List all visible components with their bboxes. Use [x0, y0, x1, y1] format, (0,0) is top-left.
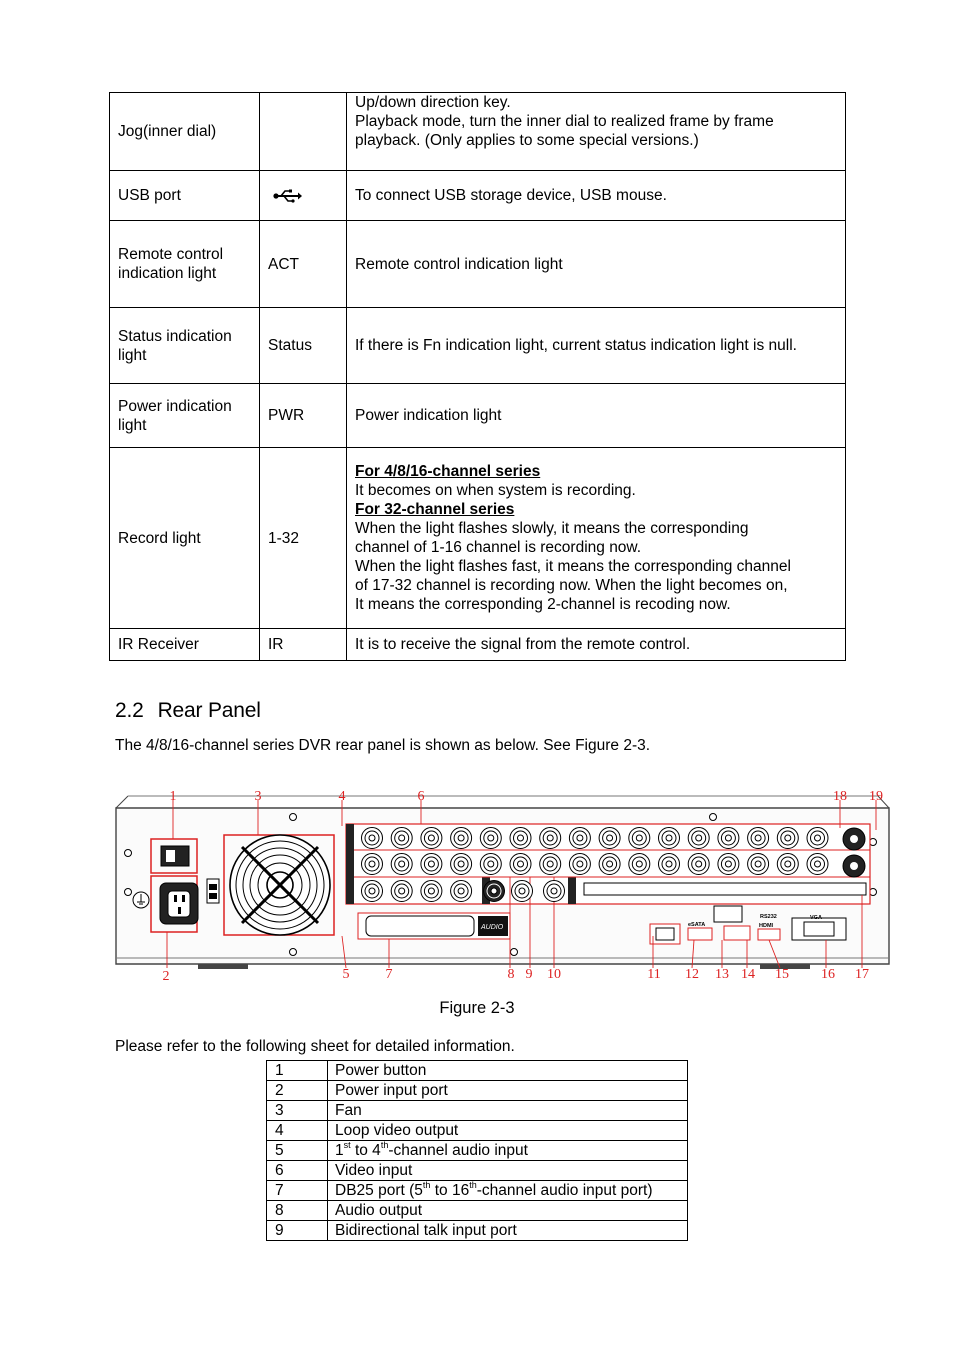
- bnc-connector: [421, 881, 442, 902]
- callout-number: 17: [855, 967, 869, 982]
- bnc-connector: [540, 854, 561, 875]
- bnc-connector: [362, 828, 383, 849]
- bnc-connector: [807, 854, 828, 875]
- callout-number: 18: [833, 789, 847, 804]
- row-mark: Status: [260, 308, 347, 384]
- table-row: [110, 629, 846, 661]
- legend-desc: Fan: [328, 1101, 688, 1121]
- bnc-connector: [391, 828, 412, 849]
- rear-panel-legend-table: [266, 1060, 688, 1241]
- row-name: Jog(inner dial): [110, 93, 260, 171]
- desc-line: channel of 1-16 channel is recording now.: [355, 539, 642, 556]
- legend-desc: Audio output: [328, 1201, 688, 1221]
- row-mark: [260, 93, 347, 171]
- bnc-connector: [718, 828, 739, 849]
- callout-number: 12: [685, 967, 699, 982]
- table-row: [267, 1101, 688, 1121]
- table-row: [267, 1081, 688, 1101]
- bnc-connector: [569, 828, 590, 849]
- bnc-connector: [362, 854, 383, 875]
- section-number: 2.2: [115, 699, 144, 722]
- callout-number: 16: [821, 967, 835, 982]
- callout-number: 7: [385, 967, 393, 982]
- bnc-connector: [544, 881, 565, 902]
- row-name: Status indication light: [110, 308, 260, 384]
- section-heading: [115, 699, 261, 723]
- series-heading: For 32-channel series: [355, 501, 515, 518]
- table-row: [267, 1161, 688, 1181]
- row-mark: 1-32: [260, 448, 347, 629]
- table-row: [110, 448, 846, 629]
- callout-number: 6: [417, 789, 425, 804]
- desc-line: When the light flashes fast, it means the corresponding channel: [355, 558, 791, 575]
- front-panel-table: [109, 92, 846, 661]
- table-row: [110, 384, 846, 448]
- bnc-connector: [391, 854, 412, 875]
- table-row: [110, 93, 846, 171]
- table-row: [267, 1061, 688, 1081]
- usb-icon: [272, 189, 302, 203]
- hdmi-label: HDMI: [759, 923, 774, 929]
- row-name: Record light: [110, 448, 260, 629]
- bnc-connector: [659, 828, 680, 849]
- bnc-connector: [391, 881, 412, 902]
- table-row: [110, 308, 846, 384]
- legend-desc: Power button: [328, 1061, 688, 1081]
- refer-paragraph: Please refer to the following sheet for detailed information.: [115, 1038, 515, 1055]
- desc-line: playback. (Only applies to some special versions.): [355, 132, 699, 149]
- bnc-connector: [569, 854, 590, 875]
- row-desc: It is to receive the signal from the remote control.: [347, 629, 846, 661]
- rear-panel-drawing: [110, 786, 895, 986]
- bnc-connector: [718, 854, 739, 875]
- bnc-connector: [777, 828, 798, 849]
- bnc-connector: [748, 828, 769, 849]
- bnc-connector: [807, 828, 828, 849]
- callout-number: 8: [507, 967, 515, 982]
- legend-desc: Loop video output: [328, 1121, 688, 1141]
- row-name: USB port: [110, 171, 260, 221]
- row-name: Power indication light: [110, 384, 260, 448]
- bnc-connector: [748, 854, 769, 875]
- bnc-connector: [599, 828, 620, 849]
- row-desc: [347, 448, 846, 629]
- callout-number: 19: [869, 789, 883, 804]
- bnc-connector: [421, 854, 442, 875]
- desc-line: When the light flashes slowly, it means the corresponding: [355, 520, 749, 537]
- desc-line: of 17-32 channel is recording now. When the light becomes on,: [355, 577, 788, 594]
- legend-number: 2: [267, 1081, 328, 1101]
- desc-line: It becomes on when system is recording.: [355, 482, 636, 499]
- callout-number: 4: [338, 789, 346, 804]
- table-row: [267, 1121, 688, 1141]
- row-desc: Remote control indication light: [347, 221, 846, 308]
- bnc-connector: [480, 854, 501, 875]
- vga-label: VGA: [810, 915, 822, 921]
- table-row: [110, 171, 846, 221]
- row-mark: PWR: [260, 384, 347, 448]
- callout-number: 9: [525, 967, 533, 982]
- bnc-connector: [451, 828, 472, 849]
- callout-number: 11: [647, 967, 661, 982]
- row-desc: To connect USB storage device, USB mouse.: [347, 171, 846, 221]
- desc-line: Playback mode, turn the inner dial to realized frame by frame: [355, 113, 774, 130]
- row-desc: Power indication light: [347, 384, 846, 448]
- section-title: Rear Panel: [157, 699, 261, 722]
- callout-number: 13: [715, 967, 729, 982]
- row-mark: ACT: [260, 221, 347, 308]
- bnc-connector: [421, 828, 442, 849]
- audio-label: AUDIO: [481, 924, 504, 931]
- legend-desc: DB25 port (5th to 16th-channel audio input port): [328, 1181, 688, 1201]
- table-row: [110, 221, 846, 308]
- bnc-connector: [480, 828, 501, 849]
- bnc-connector: [629, 854, 650, 875]
- legend-number: 7: [267, 1181, 328, 1201]
- bnc-connector: [451, 881, 472, 902]
- row-mark: [260, 171, 347, 221]
- bnc-connector: [629, 828, 650, 849]
- legend-number: 8: [267, 1201, 328, 1221]
- row-desc: If there is Fn indication light, current status indication light is null.: [347, 308, 846, 384]
- bnc-connector: [688, 854, 709, 875]
- legend-number: 5: [267, 1141, 328, 1161]
- bnc-connector: [540, 828, 561, 849]
- callout-number: 10: [547, 967, 561, 982]
- rs232-label: RS232: [760, 914, 777, 920]
- legend-number: 3: [267, 1101, 328, 1121]
- row-name: Remote control indication light: [110, 221, 260, 308]
- bnc-connector: [659, 854, 680, 875]
- bnc-connector: [599, 854, 620, 875]
- legend-desc: Bidirectional talk input port: [328, 1221, 688, 1241]
- row-mark: IR: [260, 629, 347, 661]
- callout-number: 14: [741, 967, 755, 982]
- callout-number: 5: [342, 967, 350, 982]
- desc-line: It means the corresponding 2-channel is recoding now.: [355, 596, 731, 613]
- bnc-connector: [362, 881, 383, 902]
- legend-number: 6: [267, 1161, 328, 1181]
- table-row: [267, 1141, 688, 1161]
- intro-paragraph: The 4/8/16-channel series DVR rear panel is shown as below. See Figure 2-3.: [115, 737, 651, 754]
- legend-number: 1: [267, 1061, 328, 1081]
- bnc-connector: [777, 854, 798, 875]
- callout-number: 1: [169, 789, 177, 804]
- series-heading: For 4/8/16-channel series: [355, 463, 541, 480]
- legend-desc: Power input port: [328, 1081, 688, 1101]
- esata-label: eSATA: [688, 922, 706, 928]
- bnc-connector: [512, 881, 533, 902]
- bnc-connector: [484, 881, 505, 902]
- callout-number: 15: [775, 967, 789, 982]
- desc-line: Up/down direction key.: [355, 94, 511, 111]
- legend-desc: Video input: [328, 1161, 688, 1181]
- figure-caption: Figure 2-3: [439, 999, 515, 1017]
- table-row: [267, 1221, 688, 1241]
- bnc-connector: [510, 828, 531, 849]
- row-name: IR Receiver: [110, 629, 260, 661]
- row-desc: [347, 93, 846, 171]
- table-row: [267, 1181, 688, 1201]
- table-row: [267, 1201, 688, 1221]
- bnc-connector: [451, 854, 472, 875]
- bnc-connector: [510, 854, 531, 875]
- callout-number: 2: [162, 969, 170, 984]
- bnc-connector: [688, 828, 709, 849]
- rear-panel-figure: [110, 786, 895, 986]
- legend-number: 4: [267, 1121, 328, 1141]
- callout-number: 3: [254, 789, 262, 804]
- legend-desc: 1st to 4th-channel audio input: [328, 1141, 688, 1161]
- legend-number: 9: [267, 1221, 328, 1241]
